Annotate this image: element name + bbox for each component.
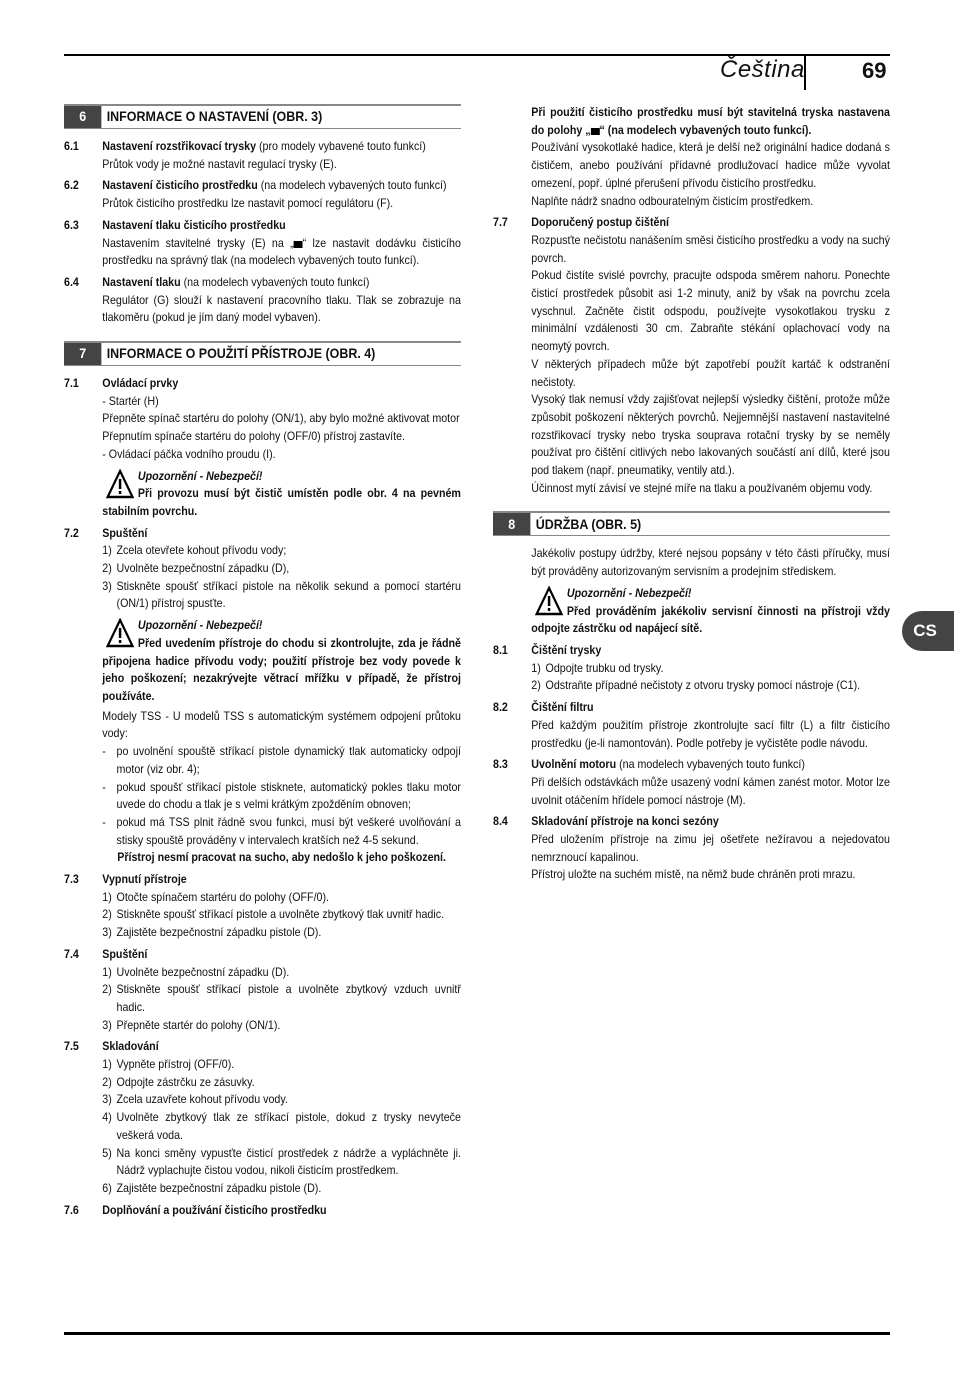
subsection-title: Skladování přístroje na konci sezóny: [531, 814, 719, 829]
subsection-8-1: [493, 642, 890, 660]
subsection-title: Čištění filtru: [531, 700, 594, 715]
subsection-number: 8.1: [493, 642, 508, 657]
subsection-number: 7.7: [493, 215, 508, 230]
subsection-title-note: (pro modely vybavené touto funkcí): [256, 139, 426, 153]
text-part: Nastavením stavitelné trysky (E) na „: [102, 235, 294, 250]
subsection-7-4: [64, 946, 461, 964]
section-title: INFORMACE O POUŽITÍ PŘÍSTROJE (OBR. 4): [106, 345, 376, 362]
subsection-title: Skladování: [102, 1039, 159, 1054]
paragraph: - Ovládací páčka vodního proudu (I).: [102, 446, 276, 461]
subsection-number: 7.4: [64, 946, 79, 961]
list-item: 1) Odpojte trubku od trysky.: [531, 660, 890, 678]
section-number: 8: [493, 513, 530, 535]
list-item: 2) Odstraňte případné nečistoty z otvoru trysky pomocí nástroje (C1).: [531, 677, 890, 695]
subsection-8-4: [493, 813, 890, 831]
paragraph: Přístroj uložte na suchém místě, na němž bude chráněn proti mrazu.: [531, 867, 856, 882]
warning-triangle-icon: [535, 586, 563, 616]
warning-title: Upozornění - Nebezpečí!: [137, 468, 263, 483]
subsection-title: Nastavení tlaku: [102, 274, 181, 289]
list-item-text: Otočte spínačem startéru do polohy (OFF/0).: [116, 889, 330, 904]
list-item: 3) Zajistěte bezpečnostní západku pistole (D).: [102, 924, 461, 942]
subsection-title: Vypnutí přístroje: [102, 872, 187, 887]
important-note: Přístroj nesmí pracovat na sucho, aby nedošlo k jeho poškození.: [117, 850, 447, 865]
list-item: 1) Vypněte přístroj (OFF/0).: [102, 1056, 461, 1074]
language-title: Čeština: [720, 56, 805, 83]
subsection-7-5: [64, 1038, 461, 1056]
list-item: 5) Na konci směny vypusťte čisticí prostředek z nádrže a vypláchněte ji. Nádrž vyplachujte čistou vodou, nikoli čisticím prostředkem.: [102, 1145, 461, 1180]
list-item: 1) Uvolněte bezpečnostní západku (D).: [102, 964, 461, 982]
subsection-title-note: (na modelech vybavených touto funkcí): [180, 274, 370, 289]
list-item: 2) Uvolněte bezpečnostní západku (D),: [102, 560, 461, 578]
list-item-text: po uvolnění spouště stříkací pistole dynamický tlak automaticky odpojí motor (viz obr. 4);: [116, 744, 461, 776]
section-7-heading: [64, 341, 461, 366]
list-item-text: Odpojte trubku od trysky.: [545, 660, 664, 675]
list-item: 4) Uvolněte zbytkový tlak ze stříkací pistole, dokud z trysky nevyteče veškerá voda.: [102, 1109, 461, 1144]
list-item-text: Uvolněte zbytkový tlak ze stříkací pistole, dokud z trysky nevyteče veškerá voda.: [116, 1110, 461, 1142]
list-item: 3) Zcela uzavřete kohout přívodu vody.: [102, 1091, 461, 1109]
warning-title: Upozornění - Nebezpečí!: [137, 618, 263, 633]
list-item-text: Na konci směny vypusťte čisticí prostředek z nádrže a vypláchněte ji. Nádrž vyplachujte čistou vodou, nikoli čisticím prostředkem.: [116, 1145, 461, 1178]
list-item: - pokud spoušť stříkací pistole stisknete, automatický pokles tlaku motor uvede do chodu a tlak je s velmi krátkým zpožděním obnoven;: [102, 779, 461, 814]
subsection-7-7: [493, 214, 890, 232]
warning-text: Před uvedením přístroje do chodu si zkontrolujte, zda je řádně připojena hadice přívodu vody; použití přístroje bez vody povede k jeho poškození; nezakrývejte větrací mřížku v případě, že přístroj používáte.: [102, 635, 461, 703]
warning-triangle-icon: [106, 618, 134, 648]
language-tab: CS: [902, 611, 954, 651]
text-part: Při použití čisticího prostředku musí být stavitelná tryska nastavena do polohy „: [531, 105, 890, 137]
paragraph: Průtok vody je možné nastavit regulací trysky (E).: [102, 156, 337, 171]
paragraph: Rozpusťte nečistotu nanášením směsi čisticího prostředku a vody na suchý povrch.: [531, 232, 890, 265]
list-item-text: Stiskněte spoušť stříkací pistole na několik sekund a pomocí startéru (ON/1) přístroj spusťte.: [116, 578, 461, 611]
paragraph: Vysoký tlak nemusí vždy zajišťovat nejlepší výsledky čištění, protože může způsobit poškození některých povrchů. Nejjemnější nastavení nastavitelné rozstřikovací trysky nebo tryska souprava rotační trysky by se neměly používat pro čištění citlivých nebo lakovaných součástí aní dílů, které jsou pod tlakem (např. pneumatiky, ventily atd.).: [531, 392, 890, 478]
subsection-7-2: [64, 525, 461, 543]
paragraph: Účinnost mytí závisí ve stejné míře na tlaku a používaném objemu vody.: [531, 480, 873, 495]
subsection-number: 8.3: [493, 757, 508, 772]
paragraph: Před každým použitím přístroje zkontrolujte sací filtr (L) a filtr čisticího prostředku (je-li namontován). Podle potřeby je vyčistěte podle návodu.: [531, 717, 890, 750]
warning-box: [102, 468, 461, 521]
list-item-text: Odstraňte případné nečistoty z otvoru trysky pomocí nástroje (C1).: [545, 678, 861, 693]
subsection-title: Spuštění: [102, 946, 148, 961]
subsection-number: 6.2: [64, 178, 79, 193]
list-item: - pokud má TSS plnit řádně svou funkci, musí být veškeré uvolňování a stisky spouště prováděny v intervalech kratších než 4-5 sekund.: [102, 814, 461, 849]
list-item-text: Zcela uzavřete kohout přívodu vody.: [116, 1092, 288, 1107]
subsection-number: 7.6: [64, 1202, 79, 1217]
subsection-title: Uvolnění motoru: [531, 757, 617, 772]
paragraph: [102, 235, 461, 270]
subsection-7-6: [64, 1202, 461, 1220]
list-item: 3) Přepněte startér do polohy (ON/1).: [102, 1017, 461, 1035]
list-item-text: Stiskněte spoušť stříkací pistole a uvolněte zbytkový vzduch uvnitř hadic.: [116, 982, 461, 1014]
section-title: INFORMACE O NASTAVENÍ (OBR. 3): [106, 108, 323, 125]
paragraph: Pokud čistíte svislé povrchy, pracujte odspoda směrem nahoru. Ponechte čisticí prostředek působit asi 1-2 minuty, aniž by však na povrchu zcela vyschnul. Začněte čistit odspodu, používejte vysokotlakou trysku z minimální vzdálenosti 30 cm. Zabraňte stékání oplachovací vody na neomytý povrch.: [531, 268, 890, 354]
paragraph: Používání vysokotlaké hadice, která je delší než originální hadice dodaná s čističem, anebo používání přídavné prodlužovací hadice může vyvolat omezení, popř. úplné přerušení přívodu čisticího prostředku.: [531, 140, 890, 190]
subsection-8-2: [493, 699, 890, 717]
footer-rule: [64, 1332, 890, 1335]
subsection-6-4: [64, 274, 461, 292]
paragraph: Jakékoliv postupy údržby, které nejsou popsány v této části příručky, musí být prováděny autorizovaným servisním a prodejním střediskem.: [531, 546, 890, 579]
warning-box: [102, 617, 461, 706]
list-item-text: Zajistěte bezpečnostní západku pistole (D).: [116, 925, 322, 940]
section-8-heading: [493, 511, 890, 536]
paragraph: [531, 104, 890, 139]
list-item-text: pokud má TSS plnit řádně svou funkci, musí být veškeré uvolňování a stisky spouště prováděny v intervalech kratších než 4-5 sekund.: [116, 814, 461, 847]
subsection-title: Doporučený postup čištění: [531, 215, 669, 230]
warning-triangle-icon: [106, 469, 134, 499]
paragraph: Před uložením přístroje na zimu jej ošetřete nežíravou a nejedovatou nemrznoucí kapalinou.: [531, 832, 890, 864]
paragraph: Přepněte spínač startéru do polohy (ON/1), aby bylo možné aktivovat motor: [102, 411, 460, 426]
paragraph: Regulátor (G) slouží k nastavení pracovního tlaku. Tlak se zobrazuje na tlakoměru (pokud je jím daný model vybaven).: [102, 292, 461, 325]
subsection-title: Ovládací prvky: [102, 376, 179, 391]
subsection-title-note: (na modelech vybavených touto funkcí): [257, 178, 447, 193]
subsection-number: 8.2: [493, 700, 508, 715]
paragraph: V některých případech může být zapotřebí použít kartáč k odstranění nečistoty.: [531, 356, 890, 389]
subsection-title: Nastavení rozstřikovací trysky: [102, 139, 257, 153]
subsection-8-3: [493, 756, 890, 774]
subsection-title: Spuštění: [102, 525, 148, 540]
paragraph: Modely TSS - U modelů TSS s automatickým systémem odpojení průtoku vody:: [102, 708, 461, 741]
list-item: 2) Odpojte zástrčku ze zásuvky.: [102, 1074, 461, 1092]
warning-text: Před prováděním jakékoliv servisní činnosti na přístroji vždy odpojte zástrčku od napájecí sítě.: [531, 603, 890, 636]
subsection-6-1: [64, 138, 461, 156]
text-part: “ (na modelech vybavených touto funkcí).: [599, 122, 812, 137]
subsection-7-3: [64, 871, 461, 889]
list-item: 1) Otočte spínačem startéru do polohy (OFF/0).: [102, 889, 461, 907]
section-number: 7: [64, 343, 101, 365]
subsection-7-1: [64, 375, 461, 393]
list-item: 1) Zcela otevřete kohout přívodu vody;: [102, 542, 461, 560]
subsection-6-3: [64, 217, 461, 235]
list-item-text: pokud spoušť stříkací pistole stisknete, automatický pokles tlaku motor uvede do chodu a tlak je s velmi krátkým zpožděním obnoven;: [116, 779, 461, 812]
list-item: - po uvolnění spouště stříkací pistole dynamický tlak automaticky odpojí motor (viz obr. 4);: [102, 743, 461, 778]
subsection-number: 7.2: [64, 525, 79, 540]
paragraph: Při delších odstávkách může usazený vodní kámen zanést motor. Motor lze uvolnit otáčením hřídele pomocí nástroje (M).: [531, 774, 890, 807]
low-pressure-symbol-icon: [294, 239, 303, 248]
subsection-title: Nastavení tlaku čisticího prostředku: [102, 217, 286, 232]
list-item-text: Stiskněte spoušť stříkací pistole a uvolněte zbytkový tlak uvnitř hadic.: [116, 907, 445, 922]
subsection-title: Doplňování a používání čisticího prostředku: [102, 1202, 327, 1217]
list-item: 2) Stiskněte spoušť stříkací pistole a uvolněte zbytkový tlak uvnitř hadic.: [102, 906, 461, 924]
section-number: 6: [64, 106, 101, 128]
list-item-text: Zajistěte bezpečnostní západku pistole (D).: [116, 1180, 322, 1195]
list-item-text: Uvolněte bezpečnostní západku (D).: [116, 964, 290, 979]
list-item-text: Uvolněte bezpečnostní západku (D),: [116, 561, 290, 576]
subsection-title: Čištění trysky: [531, 642, 602, 657]
subsection-number: 7.1: [64, 376, 79, 391]
paragraph: Průtok čisticího prostředku lze nastavit pomocí regulátoru (F).: [102, 196, 394, 211]
list-item: 2) Stiskněte spoušť stříkací pistole a uvolněte zbytkový vzduch uvnitř hadic.: [102, 981, 461, 1016]
list-item: 3) Stiskněte spoušť stříkací pistole na několik sekund a pomocí startéru (ON/1) přístroj spusťte.: [102, 578, 461, 613]
list-item: 6) Zajistěte bezpečnostní západku pistole (D).: [102, 1180, 461, 1198]
subsection-title: Nastavení čisticího prostředku: [102, 178, 258, 193]
left-column: [64, 104, 461, 1219]
list-item-text: Odpojte zástrčku ze zásuvky.: [116, 1074, 255, 1089]
list-item-text: Přepněte startér do polohy (ON/1).: [116, 1017, 281, 1032]
subsection-number: 6.3: [64, 217, 79, 232]
page-number: 69: [862, 58, 887, 83]
subsection-number: 6.1: [64, 139, 79, 153]
subsection-number: 8.4: [493, 814, 508, 829]
section-title: ÚDRŽBA (OBR. 5): [535, 515, 642, 532]
low-pressure-symbol-icon: [591, 126, 600, 135]
list-item-text: Vypněte přístroj (OFF/0).: [116, 1057, 235, 1072]
subsection-number: 6.4: [64, 274, 79, 289]
right-column: [493, 104, 890, 884]
subsection-6-2: [64, 177, 461, 195]
subsection-number: 7.3: [64, 872, 79, 887]
paragraph: Přepnutím spínače startéru do polohy (OFF/0) přístroj zastavíte.: [102, 429, 406, 444]
subsection-number: 7.5: [64, 1039, 79, 1054]
section-6-heading: [64, 104, 461, 129]
warning-text: Při provozu musí být čistič umístěn podle obr. 4 na pevném stabilním povrchu.: [102, 486, 461, 518]
paragraph: Naplňte nádrž snadno odbouratelným čisticím prostředkem.: [531, 193, 814, 208]
list-item-text: Zcela otevřete kohout přívodu vody;: [116, 543, 287, 558]
paragraph: - Startér (H): [102, 393, 159, 408]
text-part: “ lze nastavit dodávku čisticího prostředku na správný tlak (na modelech vybavených touto funkcí).: [102, 235, 461, 268]
subsection-title-note: (na modelech vybavených touto funkcí): [616, 757, 805, 772]
warning-box: [531, 585, 890, 638]
warning-title: Upozornění - Nebezpečí!: [566, 585, 692, 600]
